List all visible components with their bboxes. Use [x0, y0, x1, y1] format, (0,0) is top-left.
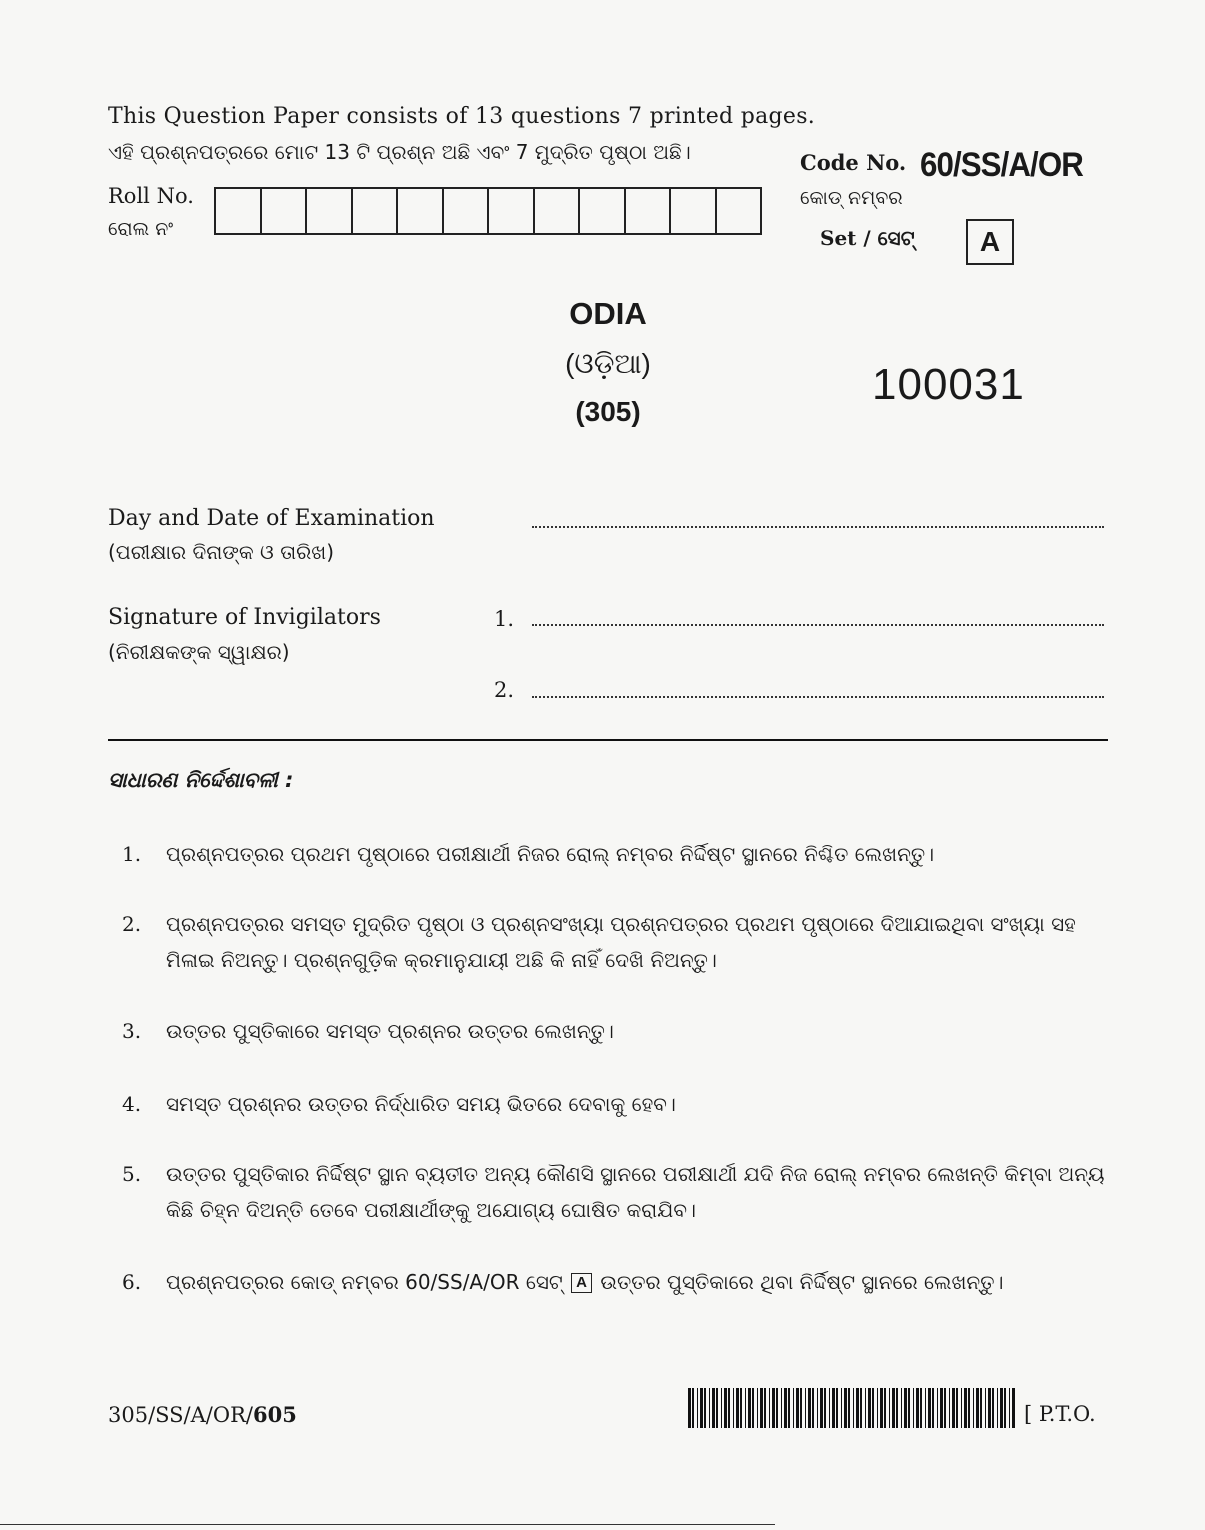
roll-number-digit-box[interactable] — [626, 189, 672, 233]
instruction-number: 4. — [122, 1092, 142, 1116]
instruction-text: ଉତ୍ତର ପୁସ୍ତିକାରେ ସମସ୍ତ ପ୍ରଶ୍ନର ଉତ୍ତର ଲେଖନ୍ତୁ। — [166, 1019, 614, 1043]
instruction-text: ପ୍ରଶ୍ନପତ୍ରର ସମସ୍ତ ମୁଦ୍ରିତ ପୃଷ୍ଠା ଓ ପ୍ରଶ୍ନସଂଖ୍ୟା ପ୍ରଶ୍ନପତ୍ରର ପ୍ରଥମ ପୃଷ୍ଠାରେ ଦିଆଯାଇଥିବା ସଂଖ୍ୟା ସହ ମିଳାଇ ନିଅନ୍ତୁ। ପ୍ରଶ୍ନଗୁଡ଼ିକ କ୍ରମାନୁଯାୟୀ ଅଛି କି ନାହିଁ ଦେଖି ନିଅନ୍ତୁ। — [166, 912, 1076, 972]
roll-number-boxes[interactable] — [214, 187, 762, 235]
footer-paper-code — [108, 1402, 297, 1427]
instruction-item — [122, 906, 1112, 978]
footer-code-prefix: 305/SS/A/OR/ — [108, 1403, 253, 1427]
pages-info-or: ଏହି ପ୍ରଶ୍ନପତ୍ରରେ ମୋଟ 13 ଟି ପ୍ରଶ୍ନ ଅଛି ଏବଂ 7 ମୁଦ୍ରିତ ପୃଷ୍ଠା ଅଛି। — [108, 140, 691, 164]
set-inline-box: A — [571, 1273, 592, 1293]
invigilator-label-en: Signature of Invigilators — [108, 605, 381, 630]
bottom-edge-line — [0, 1524, 775, 1525]
footer-code-suffix: 605 — [252, 1402, 297, 1427]
barcode-icon — [688, 1388, 1018, 1428]
instruction-number: 6. — [122, 1270, 142, 1294]
roll-label-or: ରୋଲ ନଂ — [108, 218, 174, 240]
section-divider — [108, 739, 1108, 741]
roll-number-digit-box[interactable] — [353, 189, 399, 233]
roll-number-digit-box[interactable] — [262, 189, 308, 233]
serial-number: 100031 — [872, 360, 1025, 409]
roll-number-digit-box[interactable] — [444, 189, 490, 233]
instruction-text: ଉତ୍ତର ପୁସ୍ତିକାର ନିର୍ଦ୍ଦିଷ୍ଟ ସ୍ଥାନ ବ୍ୟତୀତ ଅନ୍ୟ କୌଣସି ସ୍ଥାନରେ ପରୀକ୍ଷାର୍ଥୀ ଯଦି ନିଜ ରୋଲ୍ ନମ୍ବର ଲେଖନ୍ତି କିମ୍ବା ଅନ୍ୟ କିଛି ଚିହ୍ନ ଦିଅନ୍ତି ତେବେ ପରୀକ୍ଷାର୍ଥୀଙ୍କୁ ଅଯୋଗ୍ୟ ଘୋଷିତ କରାଯିବ। — [166, 1162, 1105, 1222]
roll-label-en: Roll No. — [108, 184, 194, 208]
exam-date-label-or: (ପରୀକ୍ଷାର ଦିନାଙ୍କ ଓ ତାରିଖ) — [108, 540, 335, 564]
instruction-number: 1. — [122, 842, 142, 866]
invigilator-label-or: (ନିରୀକ୍ଷକଙ୍କ ସ୍ୱାକ୍ଷର) — [108, 640, 290, 664]
code-label: Code No. — [800, 150, 907, 175]
exam-date-label-en: Day and Date of Examination — [108, 506, 435, 531]
roll-number-digit-box[interactable] — [307, 189, 353, 233]
instructions-heading: ସାଧାରଣ ନିର୍ଦ୍ଦେଶାବଳୀ : — [108, 768, 294, 792]
instruction-item — [122, 1264, 1112, 1300]
exam-date-line[interactable] — [532, 526, 1104, 528]
instruction-number: 5. — [122, 1162, 142, 1186]
instruction-item — [122, 836, 1112, 872]
roll-number-digit-box[interactable] — [216, 189, 262, 233]
code-label-or: କୋଡ୍ ନମ୍ବର — [800, 187, 903, 209]
set-value-box: A — [966, 219, 1014, 265]
set-label: Set / ସେଟ୍ — [820, 226, 915, 250]
roll-number-digit-box[interactable] — [580, 189, 626, 233]
invigilator-2-number: 2. — [494, 678, 515, 702]
code-value: 60/SS/A/OR — [920, 146, 1083, 184]
instruction-number: 2. — [122, 912, 142, 936]
invigilator-2-line[interactable] — [532, 696, 1104, 698]
instruction-text: ପ୍ରଶ୍ନପତ୍ରର ପ୍ରଥମ ପୃଷ୍ଠାରେ ପରୀକ୍ଷାର୍ଥୀ ନିଜର ରୋଲ୍ ନମ୍ବର ନିର୍ଦ୍ଦିଷ୍ଟ ସ୍ଥାନରେ ନିଶ୍ଚିତ ଲେଖନ୍ତୁ। — [166, 842, 935, 866]
roll-number-digit-box[interactable] — [717, 189, 761, 233]
roll-number-digit-box[interactable] — [535, 189, 581, 233]
instruction-text-post: ଉତ୍ତର ପୁସ୍ତିକାରେ ଥିବା ନିର୍ଦ୍ଦିଷ୍ଟ ସ୍ଥାନରେ ଲେଖନ୍ତୁ। — [600, 1270, 1004, 1294]
instruction-item — [122, 1013, 1112, 1049]
instruction-item — [122, 1086, 1112, 1122]
instruction-text: ସମସ୍ତ ପ୍ରଶ୍ନର ଉତ୍ତର ନିର୍ଦ୍ଧାରିତ ସମୟ ଭିତରେ ଦେବାକୁ ହେବ। — [166, 1092, 676, 1116]
roll-number-digit-box[interactable] — [489, 189, 535, 233]
invigilator-1-line[interactable] — [532, 624, 1104, 626]
invigilator-1-number: 1. — [494, 607, 515, 631]
subject-name-en: ODIA — [569, 296, 647, 331]
instruction-text-pre: ପ୍ରଶ୍ନପତ୍ରର କୋଡ୍ ନମ୍ବର 60/SS/A/OR ସେଟ୍ — [166, 1270, 563, 1294]
roll-number-digit-box[interactable] — [398, 189, 444, 233]
instruction-item — [122, 1156, 1112, 1228]
pto-label: [ P.T.O. — [1024, 1402, 1096, 1426]
subject-name-or: (ଓଡ଼ିଆ) — [565, 348, 651, 379]
roll-number-digit-box[interactable] — [671, 189, 717, 233]
instruction-number: 3. — [122, 1019, 142, 1043]
pages-info-en: This Question Paper consists of 13 questions 7 printed pages. — [108, 104, 816, 129]
subject-code: (305) — [575, 396, 641, 427]
